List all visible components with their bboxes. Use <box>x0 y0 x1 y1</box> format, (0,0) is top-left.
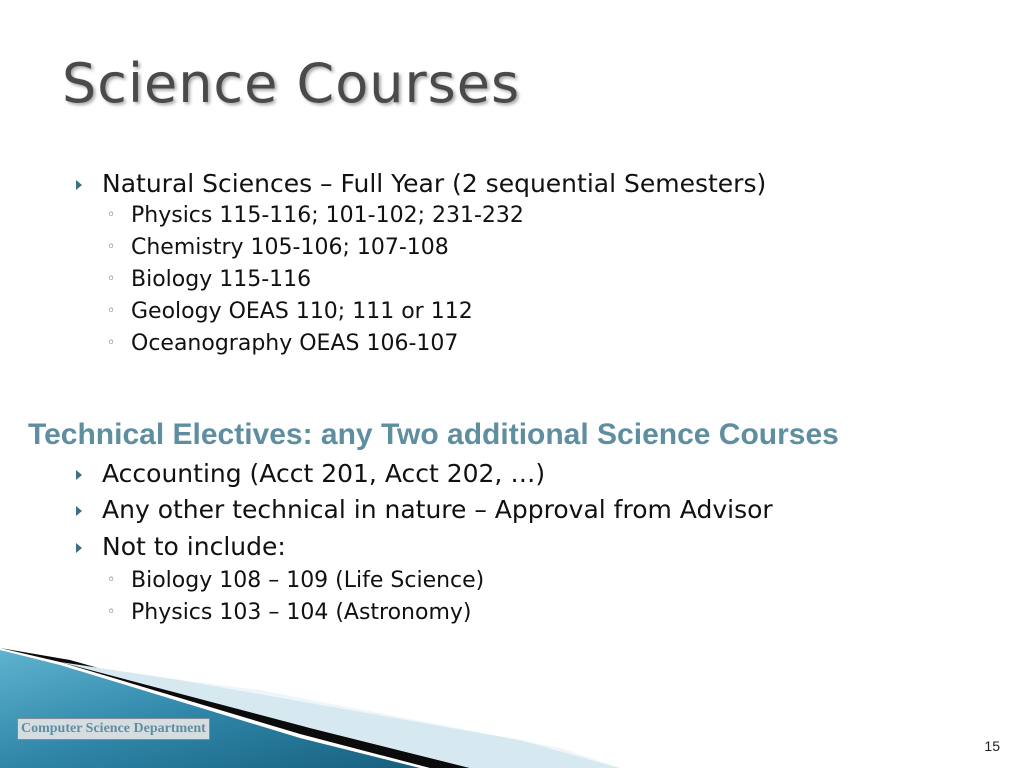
natural-science-item: Biology 115-116 <box>131 267 312 292</box>
technical-electives-heading: Technical Electives: any Two additional Science Courses <box>28 418 839 451</box>
triangle-bullet-icon <box>76 543 82 553</box>
slide-title: Science Courses <box>62 52 521 115</box>
natural-science-item: Chemistry 105-106; 107-108 <box>131 235 449 260</box>
circle-bullet-icon: ◦ <box>107 303 116 319</box>
circle-bullet-icon: ◦ <box>107 239 116 255</box>
circle-bullet-icon: ◦ <box>107 271 116 287</box>
circle-bullet-icon: ◦ <box>107 604 116 620</box>
technical-elective-item: Any other technical in nature – Approval from Advisor <box>102 495 773 524</box>
circle-bullet-icon: ◦ <box>107 335 116 351</box>
exclusion-item: Physics 103 – 104 (Astronomy) <box>131 600 472 625</box>
circle-bullet-icon: ◦ <box>107 207 116 223</box>
circle-bullet-icon: ◦ <box>107 572 116 588</box>
exclusion-item: Biology 108 – 109 (Life Science) <box>131 568 485 593</box>
triangle-bullet-icon <box>76 506 82 516</box>
natural-science-item: Physics 115-116; 101-102; 231-232 <box>131 203 524 228</box>
triangle-bullet-icon <box>76 470 82 480</box>
page-number: 15 <box>984 738 1000 754</box>
natural-sciences-heading: Natural Sciences – Full Year (2 sequential Semesters) <box>102 169 767 198</box>
technical-elective-item: Accounting (Acct 201, Acct 202, …) <box>102 459 546 488</box>
natural-science-item: Oceanography OEAS 106-107 <box>131 331 459 356</box>
natural-science-item: Geology OEAS 110; 111 or 112 <box>131 299 473 324</box>
technical-elective-item: Not to include: <box>102 532 286 561</box>
department-label: Computer Science Department <box>17 718 210 740</box>
triangle-bullet-icon <box>76 180 82 190</box>
